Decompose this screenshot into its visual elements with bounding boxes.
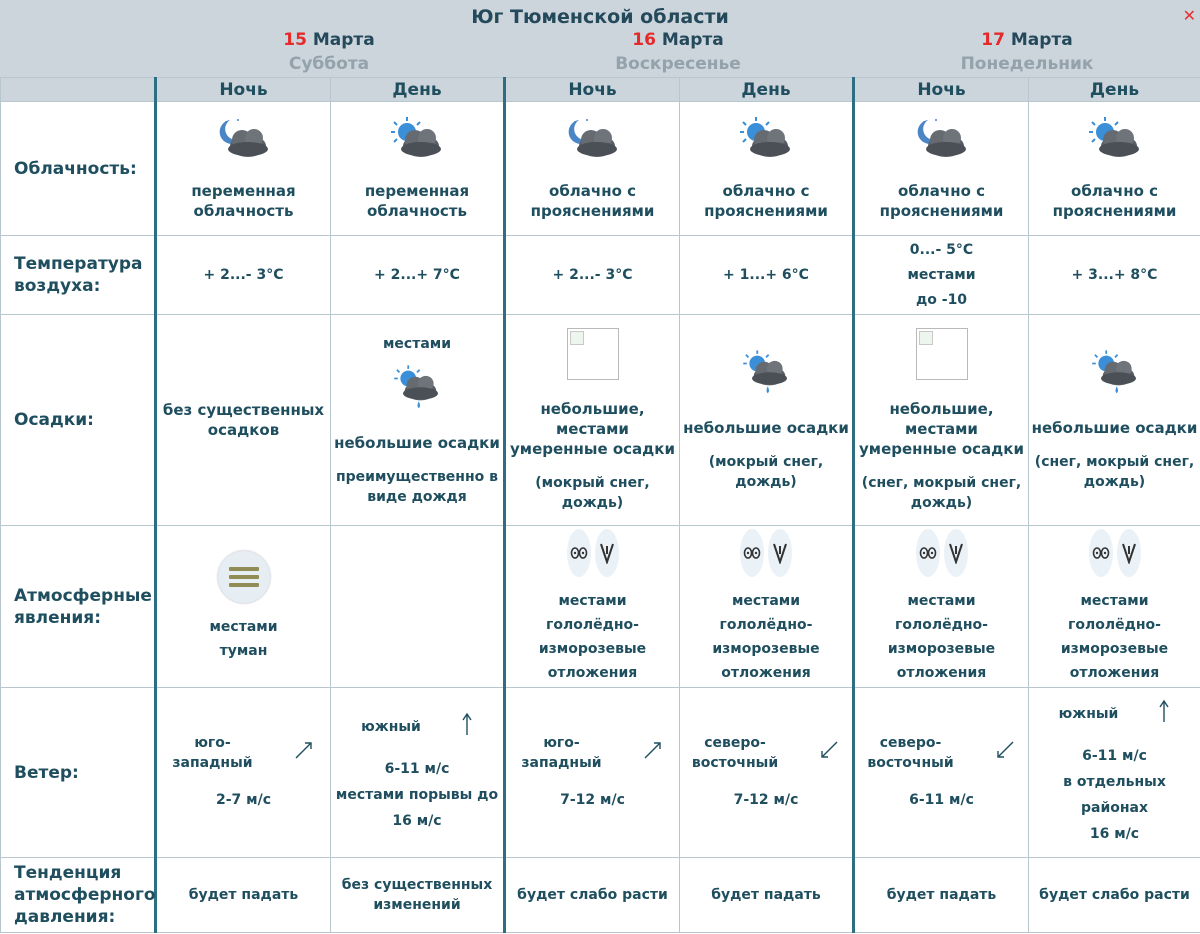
day-number: 15: [283, 30, 307, 50]
precipitation-text: без существенных: [162, 401, 325, 419]
note-line: дождь): [561, 494, 624, 511]
period-corner: [1, 78, 156, 102]
cloudiness-text: прояснениями: [530, 202, 655, 220]
fog-icon: [218, 551, 270, 603]
phenomena-text: изморозевые: [712, 640, 820, 657]
label-line: Тенденция: [14, 863, 122, 883]
wind-direction-text: [692, 733, 778, 773]
label-line: явления:: [14, 607, 102, 628]
temperature-cell: [854, 236, 1029, 315]
sw-arrow-icon: [818, 739, 840, 767]
close-icon[interactable]: ✕: [1182, 6, 1196, 25]
broken-image-icon: [567, 328, 619, 385]
phenomena-text: местами: [209, 618, 278, 635]
ice-frost-icon: [740, 529, 792, 577]
temperature-row: [1, 236, 1200, 315]
temperature-cell: [331, 236, 505, 315]
precipitation-note: [535, 473, 649, 513]
phenomena-cell: [156, 526, 331, 688]
cloudiness-text: облачно с: [898, 182, 985, 200]
phenomena-cell: [331, 526, 505, 688]
temperature-value: + 2...+ 7°C: [374, 267, 460, 283]
precipitation-text: небольшие осадки: [334, 433, 500, 452]
pressure-trend-cell: [505, 858, 680, 933]
note-line: дождь): [1083, 473, 1146, 490]
wind-speed: местами порывы до: [335, 786, 499, 803]
wind-speed: 16 м/с: [392, 812, 442, 829]
wind-speed: 2-7 м/с: [215, 791, 272, 808]
trend-text: будет падать: [711, 887, 821, 903]
precipitation-text: умеренные осадки: [510, 439, 675, 458]
sun-cloud-icon: [734, 116, 798, 171]
trend-text: изменений: [373, 897, 461, 913]
phenomena-cell: [680, 526, 854, 688]
phenomena-text: местами: [558, 592, 627, 609]
day-header-1: [155, 30, 503, 74]
region-title: Юг Тюменской области: [471, 6, 729, 28]
moon-cloud-icon: [212, 116, 276, 171]
cloudiness-text: прояснениями: [1052, 202, 1177, 220]
temperature-value: + 2...- 3°C: [203, 267, 284, 283]
period-night: Ночь: [505, 78, 680, 102]
phenomena-cell: [854, 526, 1029, 688]
direction-line: западный: [521, 754, 602, 771]
n-arrow-icon: [1158, 699, 1170, 729]
wind-direction-text: [521, 733, 601, 773]
trend-text: будет слабо расти: [1039, 887, 1190, 903]
wind-speed: районах: [1080, 799, 1149, 816]
phenomena-text: гололёдно-: [546, 616, 639, 633]
sun-rain-cloud-icon: [389, 364, 445, 419]
trend-text: будет падать: [188, 887, 299, 903]
cloudiness-cell: [156, 102, 331, 236]
phenomena-cell: [1029, 526, 1200, 688]
month-label: Марта: [661, 30, 724, 50]
wind-direction: [172, 733, 314, 773]
precipitation-row: [1, 315, 1200, 526]
precipitation-cell: [1029, 315, 1200, 526]
temperature-value: местами: [907, 267, 976, 283]
moon-cloud-icon: [910, 116, 974, 171]
period-row: [1, 78, 1200, 102]
precipitation-text: небольшие осадки: [683, 418, 849, 437]
phenomena-text: отложения: [896, 664, 987, 681]
wind-direction: [521, 733, 663, 773]
cloudiness-text: облачно с: [1071, 182, 1158, 200]
label-line: атмосферного: [14, 885, 156, 905]
wind-direction-text: [172, 733, 252, 773]
wind-label: Ветер:: [1, 688, 156, 858]
wind-cell: [505, 688, 680, 858]
pressure-trend-cell: [854, 858, 1029, 933]
phenomena-text: гололёдно-: [719, 616, 813, 633]
direction-line: западный: [172, 754, 253, 771]
note-line: (снег, мокрый снег,: [1034, 453, 1195, 470]
precipitation-qualifier: местами: [382, 335, 452, 352]
wind-direction: [361, 712, 473, 742]
temperature-cell: [505, 236, 680, 315]
note-line: (снег, мокрый снег,: [861, 474, 1022, 491]
note-line: (мокрый снег,: [708, 453, 824, 470]
month-label: Марта: [1010, 30, 1073, 50]
temperature-label: [1, 236, 156, 315]
cloudiness-cell: [331, 102, 505, 236]
precipitation-text: осадков: [207, 421, 280, 439]
period-day: День: [680, 78, 854, 102]
sun-rain-cloud-icon: [1087, 349, 1143, 404]
direction-line: юго-: [543, 734, 580, 751]
note-line: дождь): [735, 473, 797, 490]
trend-text: без существенных: [341, 877, 493, 893]
phenomena-cell: [505, 526, 680, 688]
direction-line: юго-: [194, 734, 231, 751]
pressure-trend-label: [1, 858, 156, 933]
temperature-value: + 1...+ 6°C: [723, 267, 809, 283]
phenomena-text: гололёдно-: [1068, 616, 1161, 633]
precipitation-cell: [331, 315, 505, 526]
wind-direction-text: [1059, 704, 1119, 724]
phenomena-text: туман: [219, 642, 268, 659]
note-line: виде дождя: [367, 488, 467, 505]
cloudiness-text: прояснениями: [704, 202, 828, 220]
label-line: давления:: [14, 907, 116, 927]
temperature-cell: [1029, 236, 1200, 315]
pressure-trend-cell: [331, 858, 505, 933]
direction-line: восточный: [691, 754, 779, 771]
cloudiness-cell: [854, 102, 1029, 236]
n-arrow-icon: [461, 712, 473, 742]
cloudiness-text: прояснениями: [879, 202, 1004, 220]
direction-line: южный: [1058, 705, 1119, 722]
moon-cloud-icon: [561, 116, 625, 171]
forecast-header: [0, 0, 1200, 77]
precipitation-note: [336, 467, 498, 507]
cloudiness-label: Облачность:: [1, 102, 156, 236]
pressure-trend-row: [1, 858, 1200, 933]
phenomena-text: изморозевые: [887, 640, 996, 657]
weekday-label: Воскресенье: [615, 54, 741, 74]
ice-frost-icon: [567, 529, 619, 577]
wind-speed: 16 м/с: [1089, 825, 1140, 842]
precipitation-note: [862, 473, 1021, 513]
day-number: 16: [632, 30, 656, 50]
pressure-trend-cell: [680, 858, 854, 933]
wind-direction: [1059, 699, 1171, 729]
note-line: (мокрый снег,: [535, 474, 650, 491]
phenomena-text: отложения: [721, 664, 811, 681]
wind-speed: 7-12 м/с: [560, 791, 625, 808]
cloudiness-cell: [680, 102, 854, 236]
wind-direction: [867, 733, 1015, 773]
phenomena-text: отложения: [1069, 664, 1160, 681]
trend-text: будет слабо расти: [517, 887, 668, 903]
wind-cell: [1029, 688, 1200, 858]
precipitation-label: Осадки:: [1, 315, 156, 526]
label-line: Атмосферные: [14, 585, 152, 606]
temperature-cell: [680, 236, 854, 315]
sw-arrow-icon: [994, 739, 1016, 767]
sun-cloud-icon: [385, 116, 449, 171]
wind-cell: [331, 688, 505, 858]
note-line: преимущественно в: [335, 468, 498, 485]
precipitation-note: [709, 452, 823, 492]
broken-image-icon: [916, 328, 968, 385]
sun-cloud-icon: [1083, 116, 1147, 171]
phenomena-text: изморозевые: [538, 640, 647, 657]
cloudiness-cell: [505, 102, 680, 236]
phenomena-label: [1, 526, 156, 688]
cloudiness-text: переменная: [191, 182, 296, 200]
precipitation-note: [1035, 452, 1194, 492]
precipitation-text: местами: [905, 419, 978, 438]
precipitation-text: небольшие,: [540, 399, 645, 418]
temperature-cell: [156, 236, 331, 315]
note-line: дождь): [910, 494, 973, 511]
precipitation-text: местами: [556, 419, 629, 438]
precipitation-cell: [505, 315, 680, 526]
precipitation-cell: [156, 315, 331, 526]
phenomena-text: местами: [731, 592, 801, 609]
wind-speed: 7-12 м/с: [733, 791, 799, 808]
label-line: Температура: [14, 254, 143, 274]
precipitation-text: небольшие,: [889, 399, 994, 418]
month-label: Марта: [312, 30, 375, 50]
wind-speed: 6-11 м/с: [384, 760, 450, 777]
weekday-label: Понедельник: [960, 54, 1094, 74]
pressure-trend-cell: [1029, 858, 1200, 933]
temperature-value: до -10: [915, 292, 968, 308]
period-day: День: [331, 78, 505, 102]
period-night: Ночь: [156, 78, 331, 102]
wind-speed: в отдельных: [1063, 773, 1166, 790]
wind-direction: [692, 733, 840, 773]
temperature-value: + 3...+ 8°C: [1071, 267, 1158, 283]
cloudiness-cell: [1029, 102, 1200, 236]
cloudiness-text: облачно с: [722, 182, 810, 200]
day-number: 17: [981, 30, 1005, 50]
wind-cell: [680, 688, 854, 858]
wind-direction-text: [361, 717, 421, 737]
cloudiness-text: облачность: [193, 202, 294, 220]
cloudiness-row: [1, 102, 1200, 236]
phenomena-text: гололёдно-: [895, 616, 988, 633]
ice-frost-icon: [916, 529, 968, 577]
precipitation-text: умеренные осадки: [859, 439, 1024, 458]
day-header-3: [853, 30, 1200, 74]
phenomena-text: местами: [907, 592, 976, 609]
phenomena-text: изморозевые: [1060, 640, 1169, 657]
temperature-value: + 2...- 3°C: [552, 267, 633, 283]
cloudiness-text: облачность: [367, 202, 467, 220]
wind-speed: 6-11 м/с: [909, 791, 974, 808]
day-header-2: [504, 30, 852, 74]
forecast-table: [0, 77, 1200, 933]
sun-rain-cloud-icon: [738, 349, 794, 404]
wind-cell: [854, 688, 1029, 858]
ice-frost-icon: [1089, 529, 1141, 577]
cloudiness-text: переменная: [364, 182, 470, 200]
temperature-value: 0...- 5°C: [909, 242, 974, 258]
pressure-trend-cell: [156, 858, 331, 933]
cloudiness-text: облачно с: [549, 182, 636, 200]
wind-row: [1, 688, 1200, 858]
precipitation-text: небольшие осадки: [1031, 418, 1198, 437]
period-night: Ночь: [854, 78, 1029, 102]
direction-line: северо-: [879, 734, 942, 751]
phenomena-row: [1, 526, 1200, 688]
precipitation-cell: [854, 315, 1029, 526]
phenomena-text: отложения: [547, 664, 638, 681]
weekday-label: Суббота: [288, 54, 370, 74]
ne-arrow-icon: [293, 739, 315, 767]
label-line: воздуха:: [14, 276, 101, 296]
direction-line: южный: [361, 718, 421, 735]
wind-direction-text: [867, 733, 953, 773]
phenomena-text: местами: [1080, 592, 1149, 609]
precipitation-cell: [680, 315, 854, 526]
direction-line: северо-: [704, 734, 766, 751]
wind-cell: [156, 688, 331, 858]
wind-speed: 6-11 м/с: [1082, 747, 1147, 764]
period-day: День: [1029, 78, 1200, 102]
direction-line: восточный: [867, 754, 954, 771]
trend-text: будет падать: [886, 887, 997, 903]
ne-arrow-icon: [642, 739, 664, 767]
